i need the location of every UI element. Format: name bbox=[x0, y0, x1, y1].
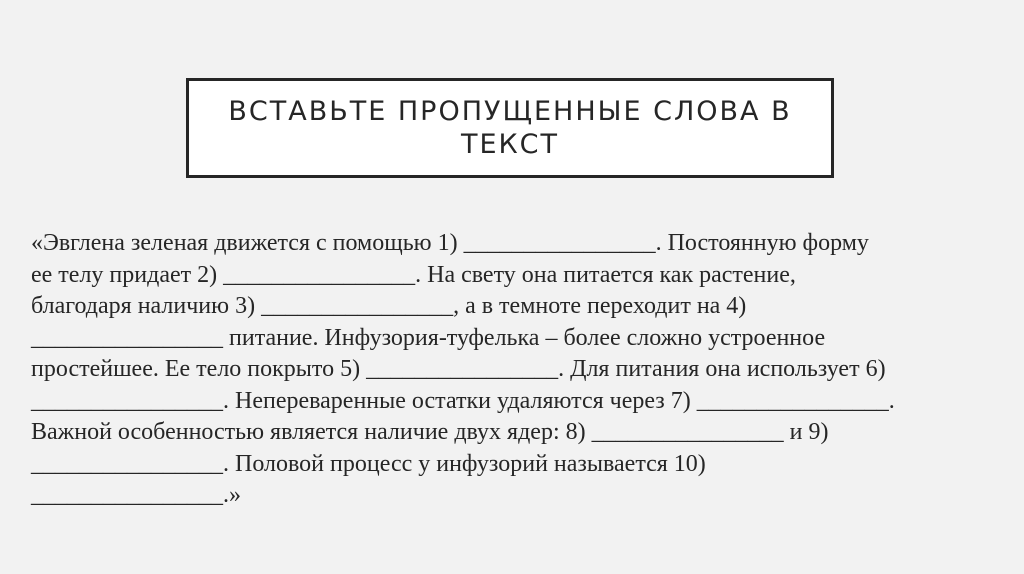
text-line-3: благодаря наличию 3) ________________, а в темноте переходит на 4) bbox=[31, 293, 747, 319]
exercise-text bbox=[31, 228, 1006, 512]
slide-title: ВСТАВЬТЕ ПРОПУЩЕННЫЕ СЛОВА В ТЕКСТ bbox=[228, 96, 792, 160]
text-line-6: ________________. Непереваренные остатки удаляются через 7) ________________. bbox=[31, 387, 895, 414]
text-line-4: ________________ питание. Инфузория-туфелька – более сложно устроенное bbox=[31, 324, 826, 351]
text-line-7: Важной особенностью является наличие двух ядер: 8) ________________ и 9) bbox=[31, 419, 829, 445]
text-line-9: ________________.» bbox=[31, 482, 241, 508]
text-line-2: ее телу придает 2) ________________. На свету она питается как растение, bbox=[31, 261, 796, 288]
text-line-1: «Эвглена зеленая движется с помощью 1) ________________. Постоянную форму bbox=[31, 230, 869, 256]
text-line-5: простейшее. Ее тело покрыто 5) ________________. Для питания она использует 6) bbox=[31, 356, 886, 382]
title-box bbox=[186, 78, 834, 178]
text-line-8: ________________. Половой процесс у инфузорий называется 10) bbox=[31, 450, 706, 477]
